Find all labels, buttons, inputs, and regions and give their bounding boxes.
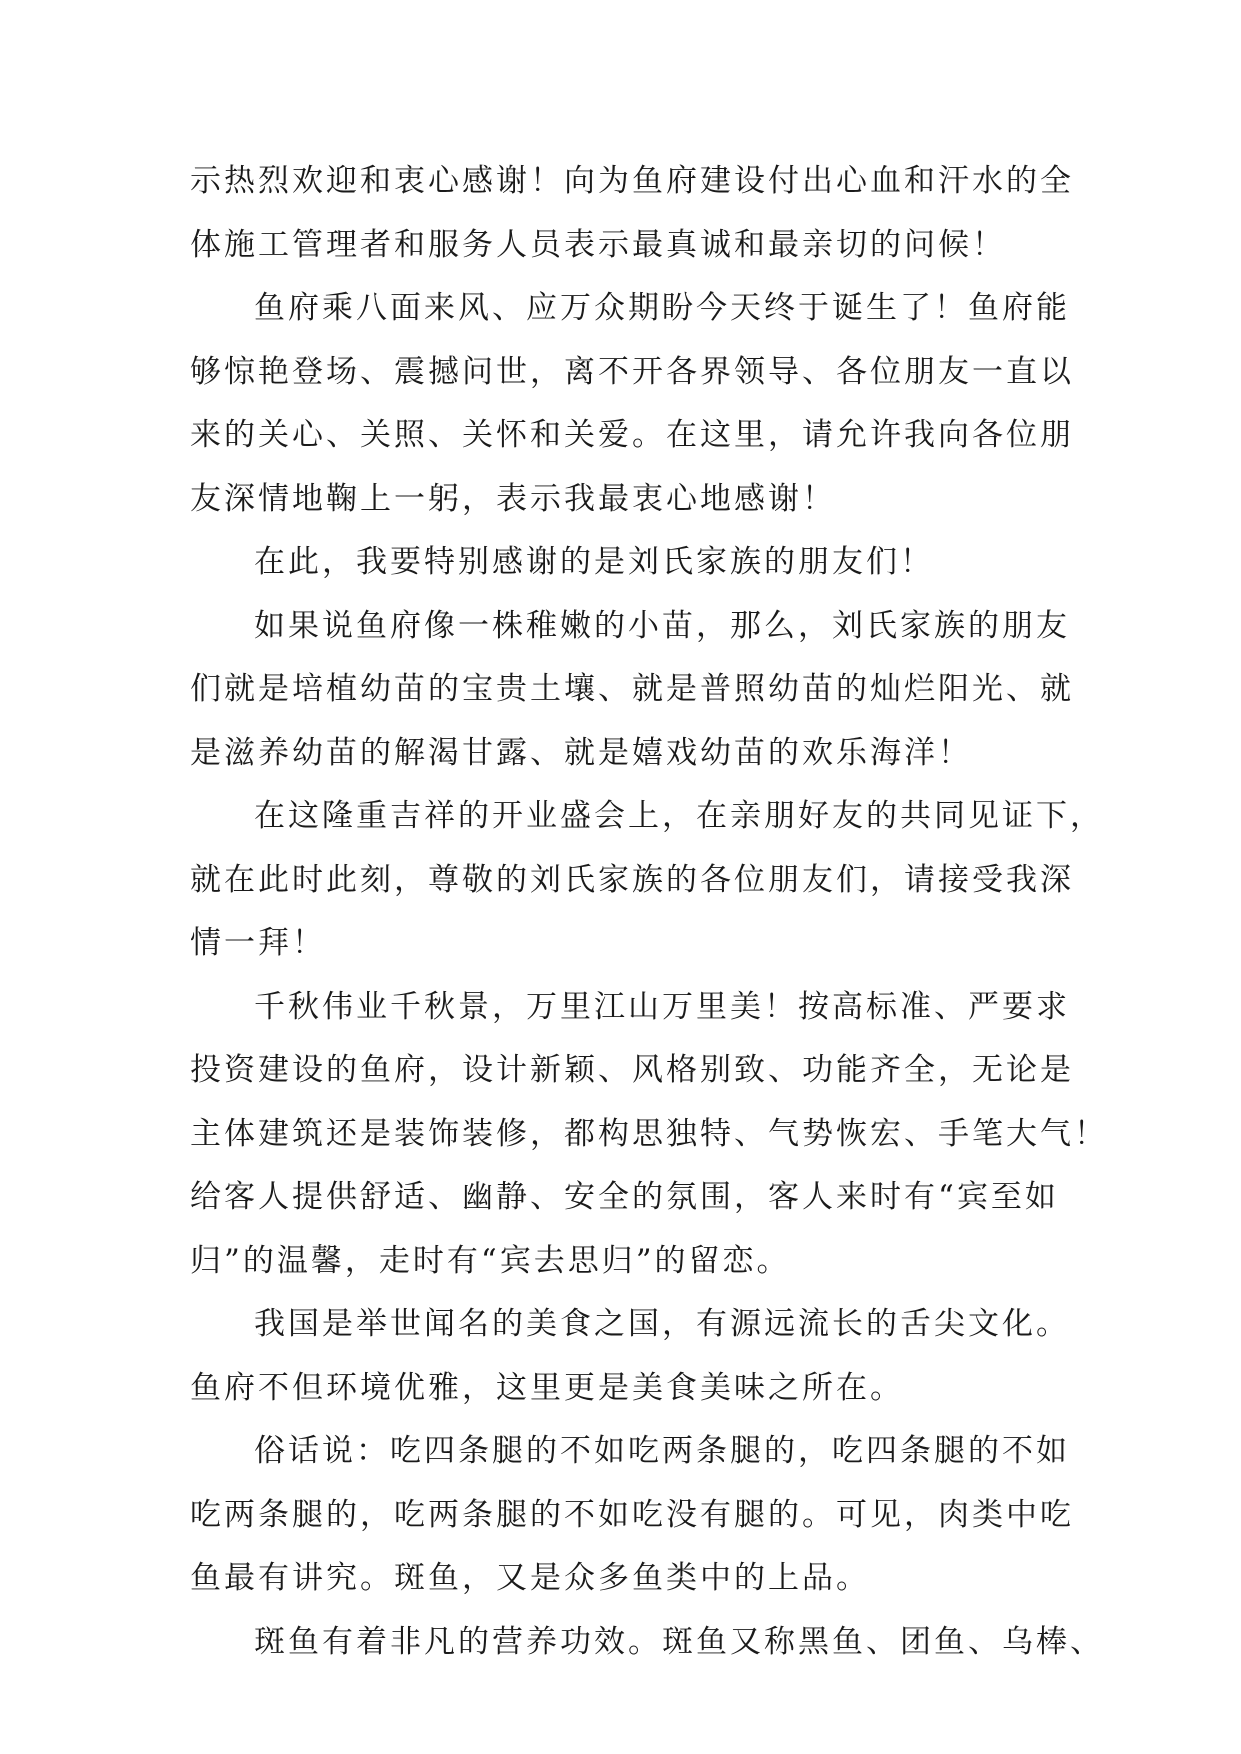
text-line: 给客人提供舒适、幽静、安全的氛围，客人来时有“宾至如 bbox=[190, 1179, 1059, 1215]
text-line: 千秋伟业千秋景，万里江山万里美！按高标准、严要求 bbox=[254, 988, 1070, 1025]
text-line: 们就是培植幼苗的宝贵土壤、就是普照幼苗的灿烂阳光、就 bbox=[190, 671, 1074, 707]
text-line: 鱼府乘八面来风、应万众期盼今天终于诞生了！鱼府能 bbox=[254, 290, 1070, 326]
text-line: 来的关心、关照、关怀和关爱。在这里，请允许我向各位朋 bbox=[190, 417, 1074, 453]
text-line: 在这隆重吉祥的开业盛会上，在亲朋好友的共同见证下， bbox=[254, 798, 1104, 834]
text-line: 如果说鱼府像一株稚嫩的小苗，那么，刘氏家族的朋友 bbox=[254, 607, 1070, 644]
text-line: 示热烈欢迎和衷心感谢！向为鱼府建设付出心血和汗水的全 bbox=[190, 163, 1074, 199]
text-line: 投资建设的鱼府，设计新颖、风格别致、功能齐全，无论是 bbox=[190, 1052, 1074, 1088]
text-line: 友深情地鞠上一躬，表示我最衷心地感谢！ bbox=[190, 480, 836, 517]
text-line: 主体建筑还是装饰装修，都构思独特、气势恢宏、手笔大气！ bbox=[190, 1115, 1108, 1152]
text-line: 就在此时此刻，尊敬的刘氏家族的各位朋友们，请接受我深 bbox=[190, 861, 1074, 898]
document-body bbox=[190, 150, 1108, 1674]
text-line: 归”的温馨，走时有“宾去思归”的留恋。 bbox=[190, 1242, 791, 1279]
text-line: 够惊艳登场、震撼问世，离不开各界领导、各位朋友一直以 bbox=[190, 353, 1074, 390]
text-line: 鱼府不但环境优雅，这里更是美食美味之所在。 bbox=[190, 1369, 904, 1406]
text-line: 俗话说：吃四条腿的不如吃两条腿的，吃四条腿的不如 bbox=[254, 1433, 1070, 1469]
text-line: 情一拜！ bbox=[190, 925, 326, 961]
text-line: 体施工管理者和服务人员表示最真诚和最亲切的问候！ bbox=[190, 226, 1006, 263]
text-line: 在此，我要特别感谢的是刘氏家族的朋友们！ bbox=[254, 544, 934, 580]
text-line: 是滋养幼苗的解渴甘露、就是嬉戏幼苗的欢乐海洋！ bbox=[190, 734, 972, 771]
text-line: 我国是举世闻名的美食之国，有源远流长的舌尖文化。 bbox=[254, 1306, 1070, 1342]
text-line: 鱼最有讲究。斑鱼，又是众多鱼类中的上品。 bbox=[190, 1560, 870, 1596]
text-line: 斑鱼有着非凡的营养功效。斑鱼又称黑鱼、团鱼、乌棒、 bbox=[254, 1623, 1104, 1660]
text-line: 吃两条腿的，吃两条腿的不如吃没有腿的。可见，肉类中吃 bbox=[190, 1496, 1074, 1533]
